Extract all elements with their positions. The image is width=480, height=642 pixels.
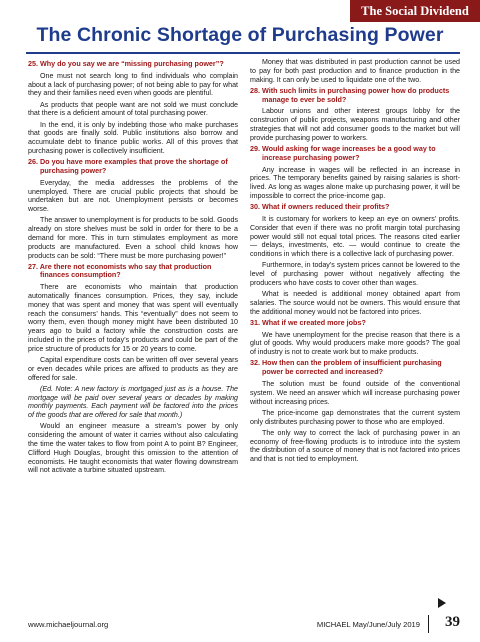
body-paragraph: We have unemployment for the precise reason that there is a glut of goods. Why would producers make more goods? The goal of industry is not to create work but to make products. — [250, 330, 460, 357]
body-paragraph: The answer to unemployment is for products to be sold. Goods already on store shelves must be sold in order for there to be a demand for more. This in turn stimulates employment as more products are manufactured. Even a school child knows how products can be sold: “There must be more purchasing power!” — [28, 216, 238, 260]
body-paragraph: In the end, it is only by indebting those who make purchases that goods are finally sold. Public institutions also borrow and accumulate debt to finance public works. All of this proves that purchasing power is collectively insufficient. — [28, 120, 238, 155]
body-paragraph: The price-income gap demonstrates that the current system only distributes purchasing power to those who are employed. — [250, 408, 460, 426]
left-column — [28, 58, 238, 606]
section-banner: The Social Dividend — [350, 0, 480, 22]
page-number: 39 — [445, 614, 460, 630]
editor-note: (Ed. Note: A new factory is mortgaged just as is a house. The mortgage will be paid over several years or decades by making monthly payments. Each payment will be factored into the prices of the goods that are offered for sale that month.) — [28, 384, 238, 420]
body-paragraph: Would an engineer measure a stream’s power by only considering the amount of water it carries without also calculating the time the water takes to flow from point A to point B? Engineer, Clifford Hugh Douglas, brought this omission to the attention of economists. He taught economists that water flowing downstream will not activate a turbine situated upstream. — [28, 422, 238, 475]
page-title: The Chronic Shortage of Purchasing Power — [36, 24, 444, 46]
body-paragraph: What is needed is additional money obtained apart from salaries. The source would not be owners. This would ensure that the additional money would not be factored into prices. — [250, 290, 460, 316]
body-paragraph: Money that was distributed in past production cannot be used to pay for both past production and to finance production in the making. It can only be used to liquidate one of the two. — [250, 58, 460, 84]
footer-divider — [428, 615, 429, 633]
question-heading: 32. How then can the problem of insufficient purchasing power be corrected and increased? — [250, 358, 442, 377]
right-column — [250, 58, 460, 606]
question-heading: 27. Are there not economists who say that production finances consumption? — [28, 261, 212, 280]
footer-website: www.michaeljournal.org — [28, 620, 109, 629]
question-heading: 29. Would asking for wage increases be a good way to increase purchasing power? — [250, 143, 436, 162]
question-heading: 30. What if owners reduced their profits? — [250, 202, 390, 212]
body-paragraph: Furthermore, in today’s system prices cannot be lowered to the level of purchasing power without negatively affecting the producers who have costs to cover other than wages. — [250, 261, 460, 287]
body-paragraph: There are economists who maintain that production automatically finances consumption. Prices, they say, include money that was spent and money that was spent will eventually reach the consumers’ hands. This “eventually” does not seem to worry them, even though money might have been distributed 10 years ago to build a factory while the construction costs are included in the prices of today’s products and could be part of the price structure of products for 15 or 20 years to come. — [28, 283, 238, 353]
body-paragraph: Everyday, the media addresses the problems of the unemployed. There are crucial public projects that should be undertaken but are not. Unemployment persists or becomes worse. — [28, 178, 238, 214]
body-paragraph: Labour unions and other interest groups lobby for the construction of public projects, weapons manufacturing and other strategies that will not add consumer goods to the market but will provide purchasing power to workers. — [250, 107, 460, 142]
question-heading: 28. With such limits in purchasing power how do products manage to ever be sold? — [250, 85, 450, 104]
body-paragraph: Any increase in wages will be reflected in an increase in prices. The temporary benefits gained by raising salaries is short-lived. As long as wages alone make up purchasing power, it will be impossible to correct the price-income gap. — [250, 165, 460, 200]
body-paragraph: One must not search long to find individuals who complain about a lack of purchasing power; of not being able to pay for what they and their families need even when goods are plentiful. — [28, 71, 238, 98]
continue-arrow-icon — [438, 598, 446, 608]
question-heading: 26. Do you have more examples that prove the shortage of purchasing power? — [28, 157, 228, 175]
title-divider — [26, 52, 460, 54]
body-paragraph: The only way to correct the lack of purchasing power in an economy of free-flowing products is to introduce into the system the distribution of a source of money that is not factored into prices and that is not tied to employment. — [250, 428, 460, 464]
body-paragraph: The solution must be found outside of the conventional system. We need an answer which will increase purchasing power without increasing prices. — [250, 380, 460, 406]
footer-issue: MICHAEL May/June/July 2019 — [316, 620, 420, 629]
question-heading: 31. What if we created more jobs? — [250, 317, 366, 327]
body-paragraph: Capital expenditure costs can be written off over several years or even decades while prices are affixed to products as they are offered for sale. — [28, 356, 238, 382]
page-footer — [28, 614, 460, 634]
body-paragraph: It is customary for workers to keep an eye on owners’ profits. Consider that even if there was no profit margin total purchasing power would still not equal total prices. The reasons cited earlier — delays, investments, etc. — would continue to create the conditions in which there is a collective lack of purchasing power. — [250, 214, 460, 259]
body-paragraph: As products that people want are not sold we must conclude that there is a deficient amount of total purchasing power. — [28, 100, 238, 118]
question-heading: 25. Why do you say we are “missing purchasing power”? — [28, 59, 224, 68]
